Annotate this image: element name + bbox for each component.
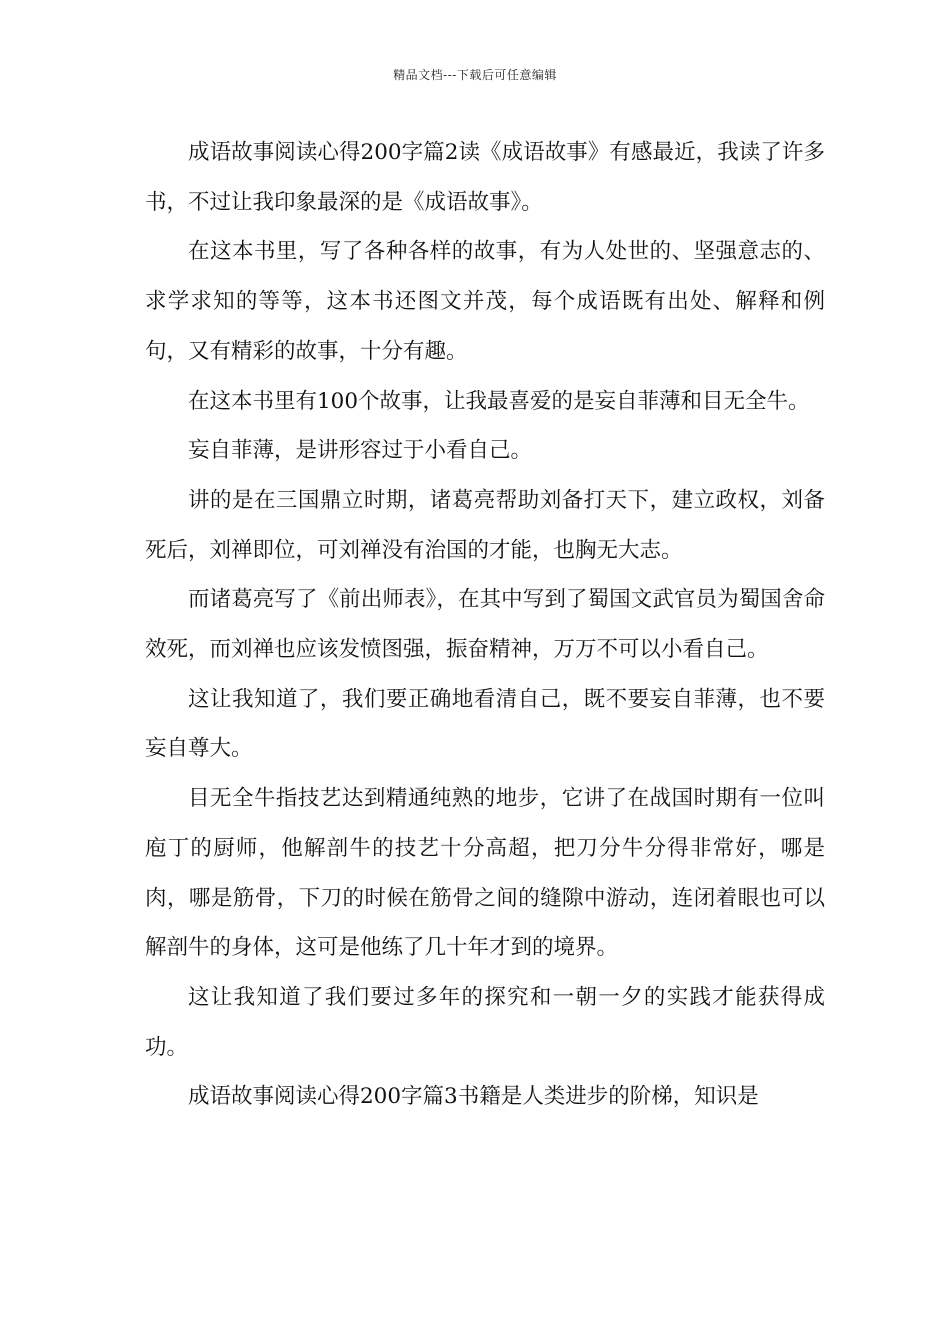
paragraph: 在这本书里有100个故事，让我最喜爱的是妄自菲薄和目无全牛。 [188, 388, 810, 414]
paragraph: 这让我知道了我们要过多年的探究和一朝一夕的实践才能获得成功。 [145, 984, 825, 1060]
document-body [145, 128, 825, 1122]
paragraph: 而诸葛亮写了《前出师表》，在其中写到了蜀国文武官员为蜀国舍命效死，而刘禅也应该发愤图强，振奋精神，万万不可以小看自己。 [145, 587, 825, 663]
paragraph: 这让我知道了，我们要正确地看清自己，既不要妄自菲薄，也不要妄自尊大。 [145, 686, 825, 762]
paragraph: 在这本书里，写了各种各样的故事，有为人处世的、坚强意志的、求学求知的等等，这本书还图文并茂，每个成语既有出处、解释和例句，又有精彩的故事，十分有趣。 [145, 239, 825, 364]
paragraph: 目无全牛指技艺达到精通纯熟的地步，它讲了在战国时期有一位叫庖丁的厨师，他解剖牛的技艺十分高超，把刀分牛分得非常好，哪是肉，哪是筋骨，下刀的时候在筋骨之间的缝隙中游动，连闭着眼也可以解剖牛的身体，这可是他练了几十年才到的境界。 [145, 786, 825, 961]
paragraph: 成语故事阅读心得200字篇2读《成语故事》有感最近，我读了许多书，不过让我印象最深的是《成语故事》。 [145, 140, 825, 215]
paragraph: 成语故事阅读心得200字篇3书籍是人类进步的阶梯，知识是 [188, 1084, 759, 1110]
paragraph: 妄自菲薄，是讲形容过于小看自己。 [188, 438, 533, 464]
page-header: 精品文档---下载后可任意编辑 [393, 68, 557, 82]
paragraph: 讲的是在三国鼎立时期，诸葛亮帮助刘备打天下，建立政权，刘备死后，刘禅即位，可刘禅没有治国的才能，也胸无大志。 [145, 487, 825, 563]
